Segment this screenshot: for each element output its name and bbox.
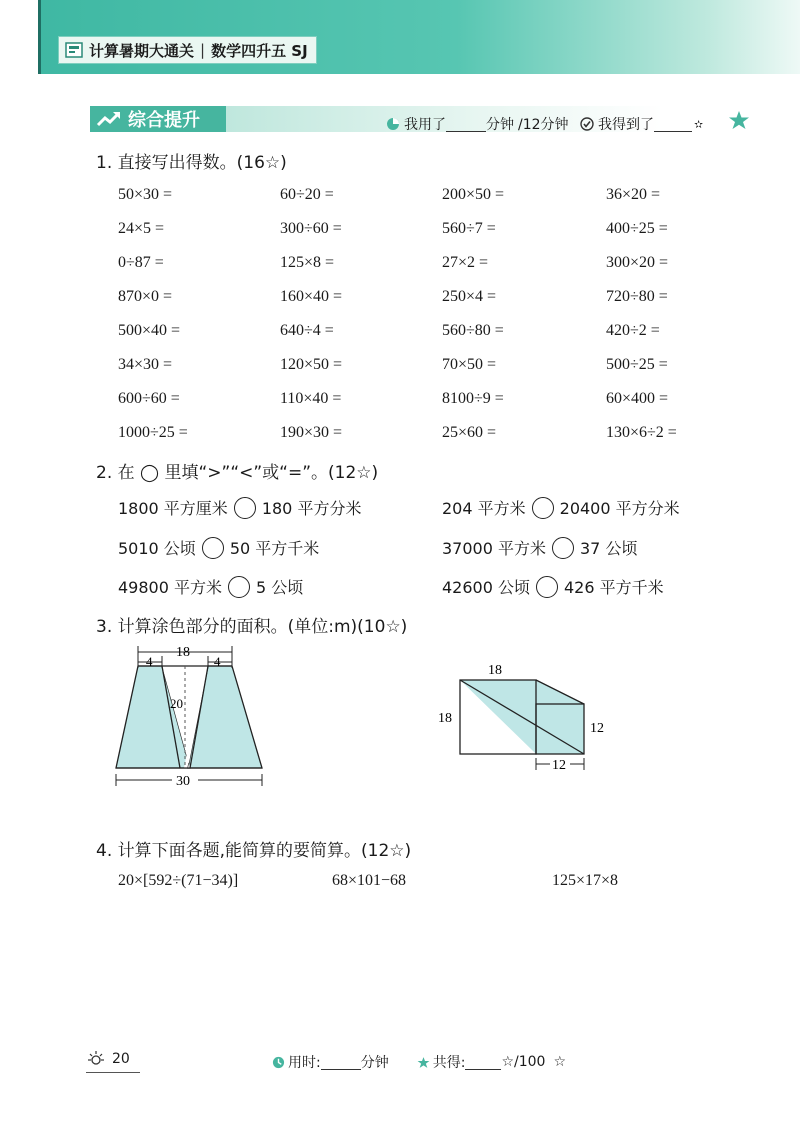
q1-problem: 500×40 = bbox=[118, 322, 181, 339]
compare-left: 37000 平方米 bbox=[442, 539, 546, 558]
compare-item bbox=[442, 496, 680, 519]
time-label: 我用了 bbox=[404, 117, 446, 133]
compare-left: 42600 公顷 bbox=[442, 578, 530, 597]
q1-problem: 110×40 = bbox=[280, 390, 342, 407]
label-right-4: 4 bbox=[214, 654, 221, 669]
q1-problem: 870×0 = bbox=[118, 288, 173, 305]
q1-problem: 60×400 = bbox=[606, 390, 669, 407]
compare-right: 180 平方分米 bbox=[261, 499, 362, 518]
figure-rectangles bbox=[436, 658, 616, 778]
header-separator: | bbox=[200, 41, 206, 59]
q1-problem: 400÷25 = bbox=[606, 220, 668, 237]
page-number bbox=[86, 1050, 130, 1068]
label-bottom-30: 30 bbox=[176, 774, 190, 789]
q1-problem: 34×30 = bbox=[118, 356, 173, 373]
label-top-18: 18 bbox=[176, 645, 190, 660]
compare-left: 49800 平方米 bbox=[118, 578, 222, 597]
footer-total-label: 共得: bbox=[432, 1055, 466, 1071]
label-left-4: 4 bbox=[146, 654, 153, 669]
page-number-rule bbox=[86, 1072, 140, 1073]
check-icon bbox=[580, 117, 594, 131]
q1-problem: 560÷80 = bbox=[442, 322, 504, 339]
q1-problem: 120×50 = bbox=[280, 356, 343, 373]
q1-problem: 160×40 = bbox=[280, 288, 343, 305]
compare-item bbox=[442, 575, 664, 598]
answer-circle[interactable] bbox=[536, 576, 558, 598]
answer-circle[interactable] bbox=[202, 537, 224, 559]
q1-problem: 24×5 = bbox=[118, 220, 165, 237]
q4-expression: 20×[592÷(71−34)] bbox=[118, 872, 239, 889]
book-tag bbox=[58, 36, 317, 64]
small-star-icon: ✫ bbox=[694, 117, 704, 131]
q1-problem: 130×6÷2 = bbox=[606, 424, 677, 441]
star-icon bbox=[728, 110, 750, 130]
section-title: 综合提升 bbox=[128, 110, 200, 131]
compare-right: 426 平方千米 bbox=[564, 578, 664, 597]
footer-time-blank[interactable] bbox=[321, 1055, 361, 1070]
clock-icon bbox=[272, 1056, 285, 1069]
compare-item bbox=[118, 575, 303, 598]
q2-title: 2. 在 ◯ 里填“>”“<”或“=”。(12☆) bbox=[96, 463, 379, 483]
label-left-18: 18 bbox=[438, 711, 452, 726]
time-limit: /12分钟 bbox=[518, 117, 569, 133]
q4-expression: 125×17×8 bbox=[552, 872, 619, 889]
footer-total-max: ☆/100 bbox=[501, 1054, 546, 1070]
q1-problem: 640÷4 = bbox=[280, 322, 334, 339]
answer-circle[interactable] bbox=[532, 497, 554, 519]
compare-item bbox=[118, 536, 319, 559]
q1-problem: 27×2 = bbox=[442, 254, 489, 271]
compare-right: 5 公顷 bbox=[256, 578, 304, 597]
time-blank[interactable] bbox=[446, 117, 486, 132]
time-unit: 分钟 bbox=[486, 117, 514, 133]
clock-icon bbox=[386, 117, 400, 131]
q1-problem: 25×60 = bbox=[442, 424, 497, 441]
compare-left: 5010 公顷 bbox=[118, 539, 196, 558]
compare-right: 37 公顷 bbox=[580, 539, 638, 558]
time-used bbox=[386, 114, 569, 134]
score-label: 我得到了 bbox=[598, 117, 654, 133]
q1-title: 1. 直接写出得数。(16☆) bbox=[96, 153, 287, 173]
footer-summary bbox=[272, 1052, 566, 1072]
footer-time-label: 用时: bbox=[288, 1055, 321, 1071]
q1-problem: 60÷20 = bbox=[280, 186, 334, 203]
q1-problem: 300×20 = bbox=[606, 254, 669, 271]
label-height-20: 20 bbox=[170, 696, 183, 711]
book-title: 计算暑期大通关 bbox=[89, 41, 195, 60]
label-right-12: 12 bbox=[590, 721, 604, 736]
q1-problem: 190×30 = bbox=[280, 424, 343, 441]
q1-problem: 125×8 = bbox=[280, 254, 335, 271]
answer-circle[interactable] bbox=[234, 497, 256, 519]
q1-problem: 70×50 = bbox=[442, 356, 497, 373]
q1-problem: 500÷25 = bbox=[606, 356, 668, 373]
book-icon bbox=[65, 42, 83, 58]
book-subject: 数学四升五 SJ bbox=[211, 41, 308, 60]
figure-trapezoid bbox=[108, 638, 278, 798]
q4-expression: 68×101−68 bbox=[332, 872, 407, 889]
answer-circle[interactable] bbox=[228, 576, 250, 598]
q1-problem: 1000÷25 = bbox=[118, 424, 188, 441]
page-number-text: 20 bbox=[112, 1051, 130, 1067]
q1-problem: 36×20 = bbox=[606, 186, 661, 203]
footer-time-unit: 分钟 bbox=[360, 1055, 389, 1071]
compare-item bbox=[442, 536, 637, 559]
score bbox=[580, 114, 703, 134]
compare-item bbox=[118, 496, 361, 519]
q1-problem: 300÷60 = bbox=[280, 220, 342, 237]
banner-edge bbox=[38, 0, 41, 74]
compare-left: 1800 平方厘米 bbox=[118, 499, 228, 518]
q1-problem: 0÷87 = bbox=[118, 254, 164, 271]
q1-problem: 8100÷9 = bbox=[442, 390, 504, 407]
q1-problem: 560÷7 = bbox=[442, 220, 496, 237]
label-bottom-12: 12 bbox=[552, 758, 566, 773]
q1-problem: 720÷80 = bbox=[606, 288, 668, 305]
compare-right: 50 平方千米 bbox=[229, 539, 320, 558]
footer-total-blank[interactable] bbox=[465, 1055, 501, 1070]
q3-title: 3. 计算涂色部分的面积。(单位:m)(10☆) bbox=[96, 617, 408, 637]
q1-problem: 420÷2 = bbox=[606, 322, 660, 339]
compare-left: 204 平方米 bbox=[442, 499, 526, 518]
q1-problem: 600÷60 = bbox=[118, 390, 180, 407]
q1-problem: 50×30 = bbox=[118, 186, 173, 203]
answer-circle[interactable] bbox=[552, 537, 574, 559]
q4-title: 4. 计算下面各题,能简算的要简算。(12☆) bbox=[96, 841, 412, 861]
trend-up-icon bbox=[96, 110, 122, 128]
q1-problem: 250×4 = bbox=[442, 288, 497, 305]
section-label bbox=[90, 106, 226, 132]
sun-icon bbox=[86, 1050, 106, 1068]
compare-right: 20400 平方分米 bbox=[559, 499, 680, 518]
label-top-18: 18 bbox=[488, 663, 502, 678]
score-blank[interactable] bbox=[654, 117, 692, 132]
q1-problem: 200×50 = bbox=[442, 186, 505, 203]
star-icon bbox=[417, 1056, 430, 1069]
footer-star: ☆ bbox=[553, 1054, 566, 1070]
